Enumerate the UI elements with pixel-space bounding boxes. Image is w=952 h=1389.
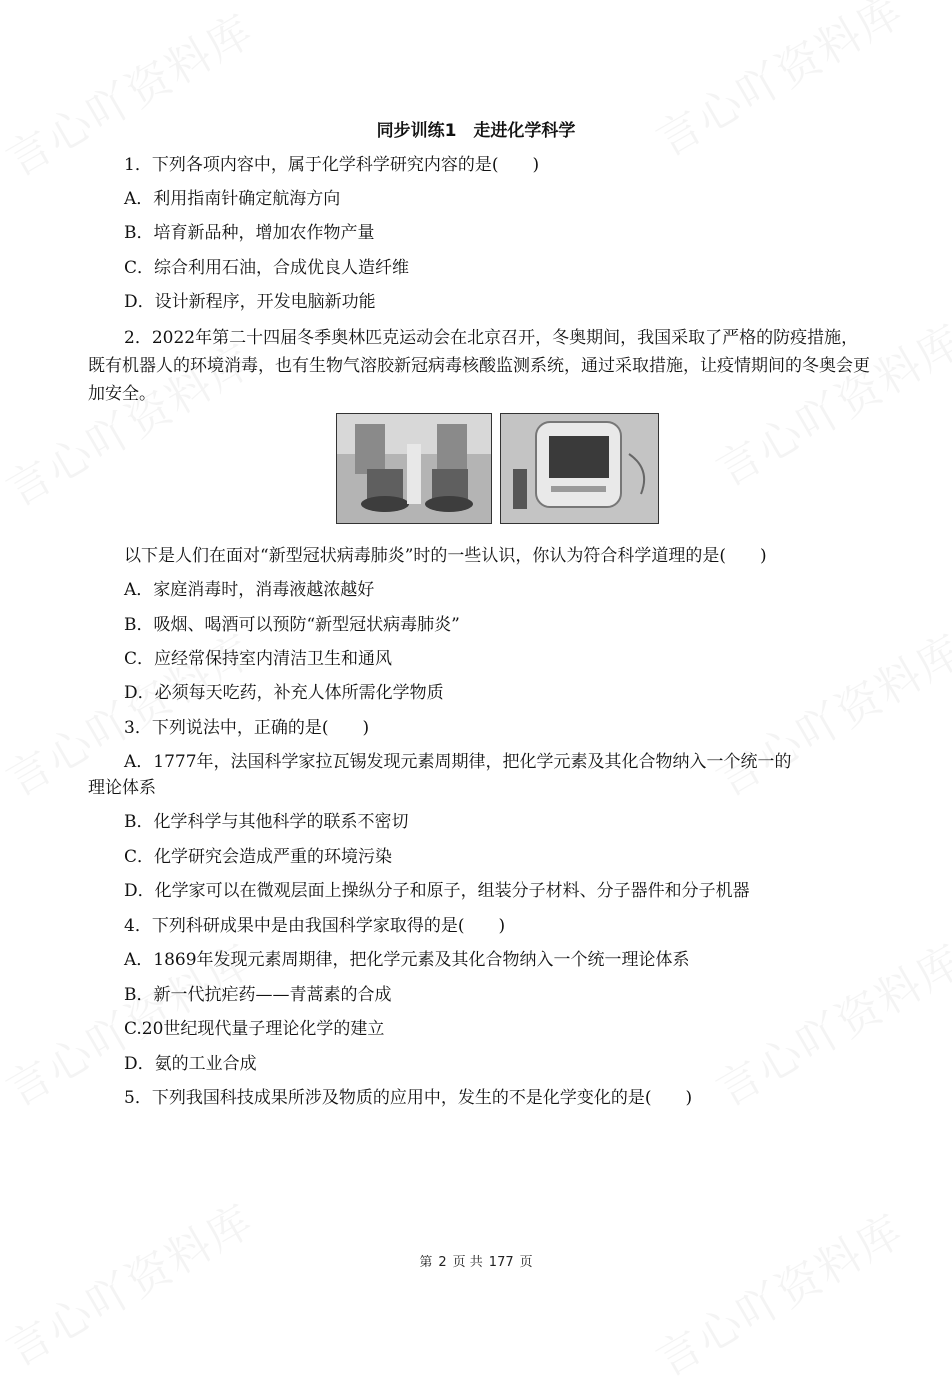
robot-image: [337, 414, 491, 523]
question-2-option-c: C．应经常保持室内清洁卫生和通风: [124, 649, 393, 669]
question-5-stem: 5．下列我国科技成果所涉及物质的应用中，发生的不是化学变化的是( ): [124, 1088, 693, 1108]
question-3-option-a-cont: 理论体系: [88, 778, 156, 798]
disinfection-robot-photo: [336, 413, 492, 524]
question-4-option-a: A．1869年发现元素周期律，把化学元素及其化合物纳入一个统一理论体系: [124, 950, 690, 970]
question-1-option-d: D．设计新程序，开发电脑新功能: [124, 292, 376, 312]
page-footer: [0, 1251, 952, 1270]
monitoring-device-photo: [500, 413, 659, 524]
page-title: 同步训练1 走进化学科学: [376, 121, 576, 141]
question-2-stem: 2．2022年第二十四届冬季奥林匹克运动会在北京召开，冬奥期间，我国采取了严格的防疫措施，既有机器人的环境消毒，也有生物气溶胶新冠病毒核酸监测系统，通过采取措施，让疫情期间的冬奥会更加安全。: [88, 328, 870, 404]
question-1-stem: 1．下列各项内容中，属于化学科学研究内容的是( ): [124, 155, 540, 175]
question-1-option-c: C．综合利用石油，合成优良人造纤维: [124, 258, 410, 278]
footer-middle: 页 共: [452, 1255, 483, 1270]
footer-page-number: 2: [438, 1255, 447, 1270]
footer-total-pages: 177: [488, 1255, 514, 1270]
question-2-option-b: B．吸烟、喝酒可以预防“新型冠状病毒肺炎”: [124, 615, 460, 635]
device-image: [501, 414, 658, 523]
question-3-option-b: B．化学科学与其他科学的联系不密切: [124, 812, 409, 832]
question-4-option-d: D．氨的工业合成: [124, 1054, 257, 1074]
watermark: [642, 0, 913, 169]
question-2-option-d: D．必须每天吃药，补充人体所需化学物质: [124, 683, 444, 703]
question-1-option-b: B．培育新品种，增加农作物产量: [124, 223, 375, 243]
footer-suffix: 页: [519, 1255, 533, 1270]
question-4-option-b: B．新一代抗疟药——青蒿素的合成: [124, 985, 392, 1005]
question-3-option-c: C．化学研究会造成严重的环境污染: [124, 847, 393, 867]
question-3-stem: 3．下列说法中，正确的是( ): [124, 718, 370, 738]
question-4-stem: 4．下列科研成果中是由我国科学家取得的是( ): [124, 916, 506, 936]
question-3-option-d: D．化学家可以在微观层面上操纵分子和原子，组装分子材料、分子器件和分子机器: [124, 881, 750, 901]
watermark: [0, 1185, 264, 1378]
question-4-option-c: C.20世纪现代量子理论化学的建立: [124, 1019, 385, 1039]
question-3-option-a: A．1777年，法国科学家拉瓦锡发现元素周期律，把化学元素及其化合物纳入一个统一的: [124, 752, 792, 772]
watermark: [642, 1195, 913, 1388]
footer-prefix: 第: [419, 1255, 433, 1270]
question-2-ask: 以下是人们在面对“新型冠状病毒肺炎”时的一些认识，你认为符合科学道理的是( ): [124, 546, 767, 566]
question-2-option-a: A．家庭消毒时，消毒液越浓越好: [124, 580, 375, 600]
question-1-option-a: A．利用指南针确定航海方向: [124, 189, 341, 209]
